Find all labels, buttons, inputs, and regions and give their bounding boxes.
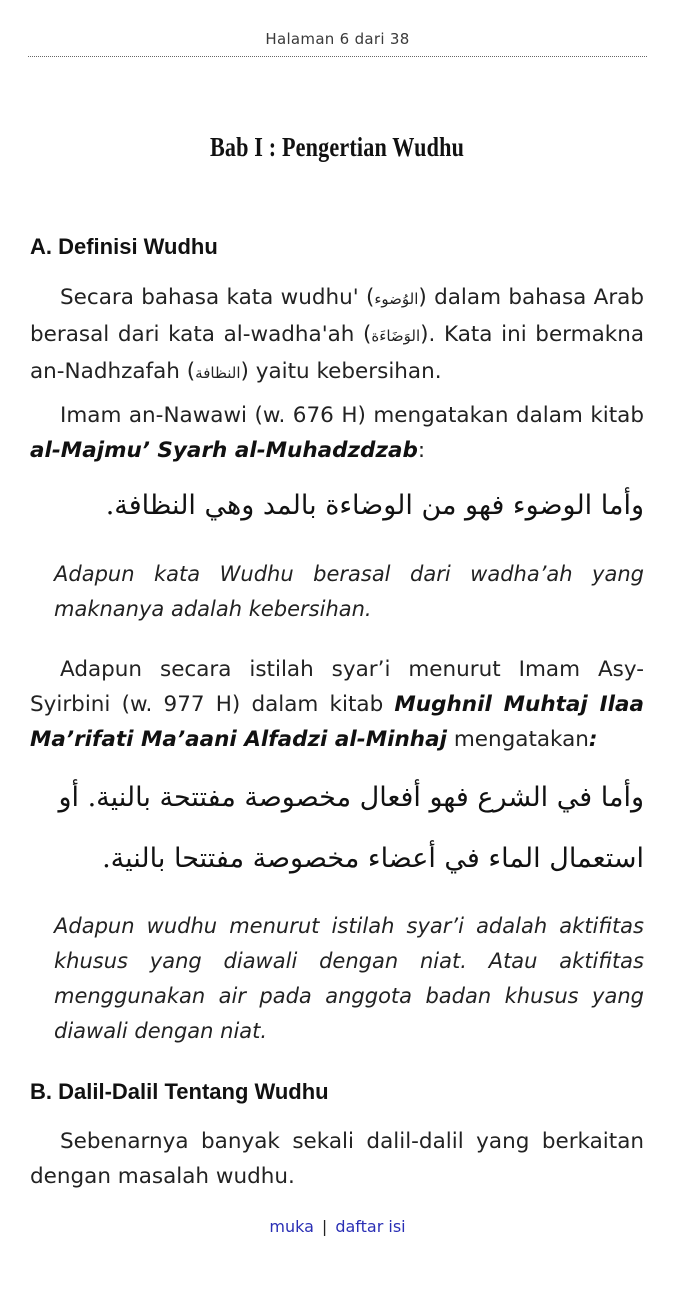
paragraph-definisi-bahasa: Secara bahasa kata wudhu' (الوُضوء) dalam bahasa Arab berasal dari kata al-wadha'ah (الوَضَاءَة). Kata ini bermakna an-Nadhzafah (النظافة) yaitu kebersihan. <box>30 285 644 384</box>
paragraph-nawawi: Imam an-Nawawi (w. 676 H) mengatakan dalam kitab al-Majmu’ Syarh al-Muhadzdzab: <box>30 403 644 463</box>
arabic-term-wadhaah: الوَضَاءَة <box>371 327 421 345</box>
book-title-mughnil-muhtaj: Mughnil Muhtaj Ilaa Ma’rifati Ma’aani Alfadzi al-Minhaj <box>30 692 644 752</box>
footer-separator: | <box>321 1217 328 1236</box>
paragraph-dalil: Sebenarnya banyak sekali dalil-dalil yang berkaitan dengan masalah wudhu. <box>30 1129 644 1189</box>
section-heading-definisi: A. Definisi Wudhu <box>30 234 218 259</box>
chapter-title: Bab I : Pengertian Wudhu <box>209 132 465 162</box>
header-divider <box>28 56 647 57</box>
table-of-contents-link[interactable]: daftar isi <box>335 1217 406 1236</box>
arabic-quote-nawawi: وأما الوضوء فهو من الوضاءة بالمد وهي النظافة. <box>105 490 644 521</box>
section-heading-dalil: B. Dalil-Dalil Tentang Wudhu <box>30 1079 329 1104</box>
home-link[interactable]: muka <box>269 1217 314 1236</box>
translation-syirbini: Adapun wudhu menurut istilah syar’i adalah aktifitas khusus yang diawali dengan niat. Atau aktifitas menggunakan air pada anggota badan khusus yang diawali dengan niat. <box>54 914 644 1043</box>
translation-nawawi: Adapun kata Wudhu berasal dari wadha’ah yang maknanya adalah kebersihan. <box>54 562 644 621</box>
footer-nav <box>0 1217 675 1236</box>
paragraph-syirbini: Adapun secara istilah syar’i menurut Imam Asy-Syirbini (w. 977 H) dalam kitab Mughnil Muhtaj Ilaa Ma’rifati Ma’aani Alfadzi al-Minhaj mengatakan: <box>30 657 644 752</box>
arabic-quote-syirbini-line-1: وأما في الشرع فهو أفعال مخصوصة مفتتحة بالنية. أو <box>58 782 644 813</box>
page-number-label: Halaman 6 dari 38 <box>265 30 410 48</box>
arabic-term-wudhu: الوُضوء <box>374 290 419 308</box>
arabic-quote-syirbini-line-2: استعمال الماء في أعضاء مخصوصة مفتتحا بالنية. <box>102 843 644 874</box>
arabic-term-nadhzafah: النظافة <box>195 364 241 382</box>
book-title-majmu: al-Majmu’ Syarh al-Muhadzdzab <box>30 438 418 463</box>
